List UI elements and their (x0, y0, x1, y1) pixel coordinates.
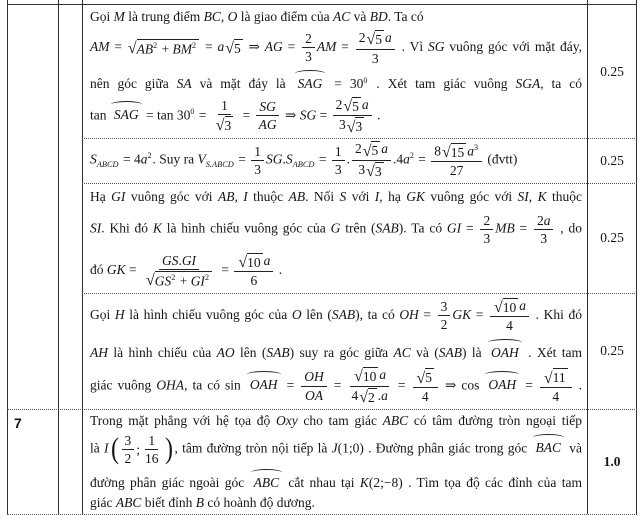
sqrt-radical: √ 10 (238, 254, 261, 272)
angle-overarc: OAH (247, 371, 281, 394)
question-7-statement (90, 411, 582, 513)
sqrt-radical: √ 5 (343, 97, 359, 115)
table-rule-row2-row3 (82, 183, 637, 184)
question-number: 7 (14, 415, 22, 431)
sqrt-radical: √ 5 (362, 142, 379, 160)
sqrt-radical: √ $GS^2 + GI^2$ (146, 271, 212, 289)
math-line: $S_{ABCD} = 4a^2$. Suy ra $V_{S.ABCD}$ = $\frac{1}{3}$ $SG.S_{ABCD}$ = $\frac{1}{3}$ . 2 √ 5 a 3 √ 3 $.4a^2$ = 8 √ 15 $a^3$ 27 (đvtt) (90, 141, 518, 181)
sqrt-radical: √ 2 (359, 388, 375, 406)
math-line: nên góc giữa SA và mặt đáy là SAG = $30^0$ . Xét tam giác vuông SGA, ta có (90, 70, 582, 93)
solution-row-4 (90, 295, 582, 408)
angle-overarc: SAG (111, 101, 142, 124)
sqrt-radical: √ 5 (416, 369, 432, 387)
score-cell-3: 0.25 (600, 230, 624, 245)
angle-overarc: ABC (251, 469, 283, 492)
sqrt-radical: √ 3 (215, 117, 232, 135)
sqrt-radical: √ 10 (354, 368, 377, 386)
score-cell-5: 1.0 (603, 453, 621, 469)
sqrt-radical: √ 10 (494, 299, 517, 317)
sqrt-radical: √ 3 (366, 163, 382, 181)
math-line: đường phân giác ngoài góc ABC cắt nhau tại K(2;−8) . Tìm tọa độ các đỉnh của tam (90, 469, 582, 492)
table-rule-question7-top (7, 409, 637, 410)
angle-overarc: SAG (295, 70, 326, 93)
score-cell-1: 0.25 (600, 63, 624, 79)
solution-row-3 (90, 185, 582, 292)
sqrt-radical: √ 15 (441, 144, 465, 162)
math-line: giác vuông OHA, ta có sin OAH = $\frac{OH}{OA}$ = √ 10 a 4 √ 2 .a = √ 5 4 ⇒ cos OAH = √ 11 4 . (90, 366, 582, 406)
sqrt-radical: √ 3 (346, 118, 363, 136)
table-rule-vertical-right (636, 0, 637, 514)
table-rule-row3-row4 (82, 293, 637, 294)
sqrt-radical: √ 5 (225, 40, 241, 58)
math-line: Trong mặt phẳng với hệ tọa độ Oxy cho tam giác ABC có tâm đường tròn ngoại tiếp (90, 413, 582, 429)
solution-row-2 (90, 139, 582, 182)
sqrt-radical: √ 5 (366, 31, 382, 49)
table-rule-vertical-col2 (58, 0, 59, 514)
angle-overarc: BAC (533, 434, 565, 457)
math-line: là I ( $\frac{3}{2}$ ; $\frac{1}{16}$ ) , tâm đường tròn nội tiếp là J(1;0) . Đường phân giác trong góc BAC và (90, 432, 582, 466)
math-line: SI. Khi đó K là hình chiếu vuông góc của G trên (SAB). Ta có GI = $\frac{2}{3}$ MB = $\frac{2a}{3}$ , do (90, 212, 583, 246)
sqrt-radical: √ 11 (543, 369, 566, 387)
math-line: AH là hình chiếu của AO lên (SAB) suy ra góc giữa AC và (SAB) là OAH . Xét tam (90, 339, 582, 362)
score-cell-4: 0.25 (600, 343, 624, 358)
table-rule-top (7, 4, 637, 5)
solution-row-1 (90, 6, 582, 137)
math-line: Hạ GI vuông góc với AB, I thuộc AB. Nối S với I, hạ GK vuông góc với SI, K thuộc (90, 189, 583, 205)
math-line: đó GK = GS.GI √ $GS^2 + GI^2$ = √ 10 a 6 . (90, 252, 283, 290)
angle-overarc: OAH (488, 339, 522, 362)
math-line: AM = √ $AB^2 + BM^2$ = a √ 5 ⇒ AG = $\frac{2}{3}$ AM = 2 √ 5 a 3 . Vì SG vuông góc với mặt đáy, (90, 29, 582, 66)
table-rule-vertical-content (82, 0, 83, 514)
math-line: giác ABC biết đỉnh B có hoành độ dương. (90, 495, 315, 511)
math-line: tan SAG = $\tan 30^0$ = 1 √ 3 = $\frac{SG}{AG}$ ⇒ SG = 2 √ 5 a 3 √ 3 . (90, 96, 381, 136)
sqrt-radical: √ $AB^2 + BM^2$ (128, 39, 199, 57)
math-line: Gọi M là trung điểm BC, O là giao điểm của AC và BD. Ta có (90, 9, 424, 25)
table-rule-bottom (7, 514, 637, 515)
angle-overarc: OAH (485, 371, 519, 394)
math-line: Gọi H là hình chiếu vuông góc của O lên (SAB), ta có OH = $\frac{3}{2}$ GK = √ 10 a 4 . Khi đó (90, 297, 582, 334)
score-cell-2: 0.25 (600, 152, 624, 168)
